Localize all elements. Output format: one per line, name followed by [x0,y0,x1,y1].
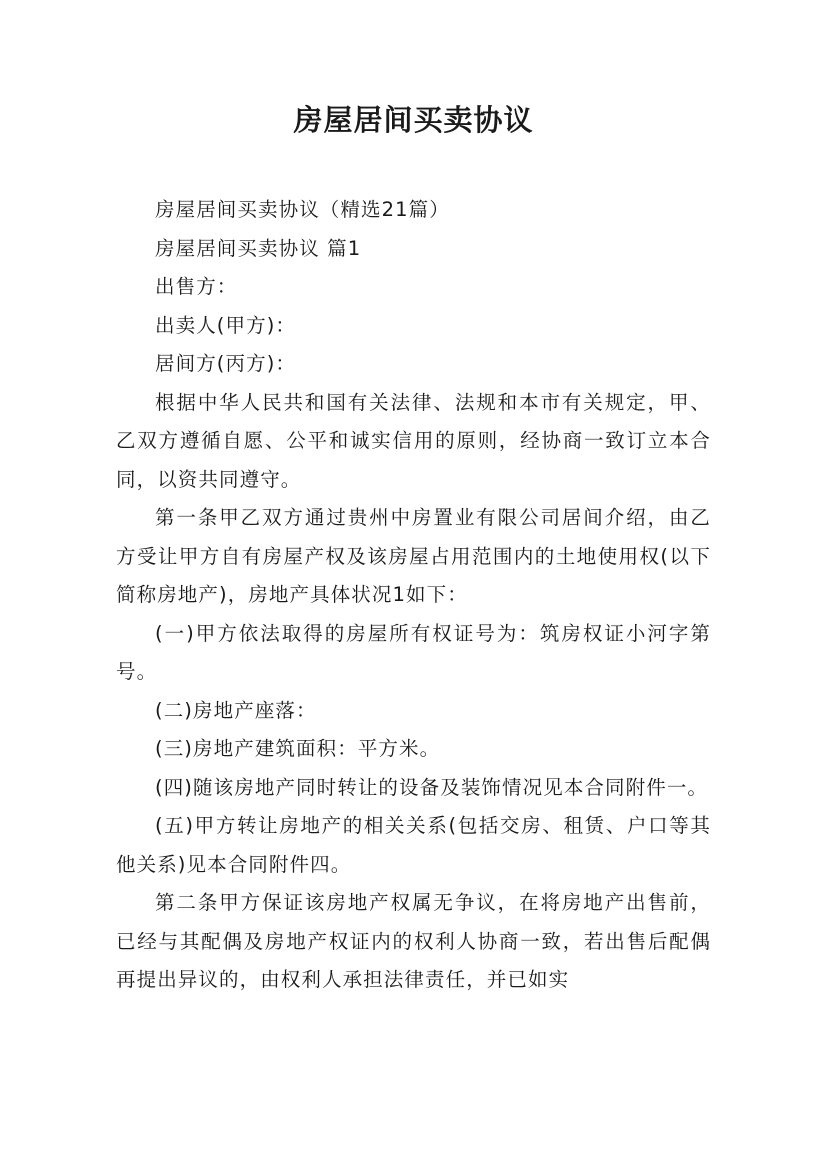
paragraph-item-3: (三)房地产建筑面积：平方米。 [155,737,441,760]
document-title: 房屋居间买卖协议 [293,103,534,137]
paragraph-item-4: (四)随该房地产同时转让的设备及装饰情况见本合同附件一。 [155,775,709,799]
paragraph-party-c: 居间方(丙方)： [155,352,297,375]
document-body [116,191,711,1000]
paragraph-article-1: 第一条甲乙双方通过贵州中房置业有限公司居间介绍，由乙方受让甲方自有房屋产权及该房屋占用范围内的土地使用权(以下简称房地产)，房地产具体状况1如下： [116,506,711,606]
paragraph-article-2: 第二条甲方保证该房地产权属无争议，在将房地产出售前，已经与其配偶及房地产权证内的权利人协商一致，若出售后配偶再提出异议的，由权利人承担法律责任，并已如实 [116,891,711,991]
paragraph-preamble: 根据中华人民共和国有关法律、法规和本市有关规定，甲、乙双方遵循自愿、公平和诚实信用的原则，经协商一致订立本合同，以资共同遵守。 [116,390,711,491]
paragraph-section-heading: 房屋居间买卖协议 篇1 [155,236,362,260]
paragraph-seller: 出售方： [155,275,238,298]
paragraph-item-5: (五)甲方转让房地产的相关关系(包括交房、租赁、户口等其他关系)见本合同附件四。 [116,814,711,876]
paragraph-party-a: 出卖人(甲方)： [155,313,297,337]
paragraph-item-1: (一)甲方依法取得的房屋所有权证号为：筑房权证小河字第号。 [116,621,711,683]
paragraph-item-2: (二)房地产座落： [155,698,317,722]
paragraph-selection-note: 房屋居间买卖协议（精选21篇） [155,198,450,221]
